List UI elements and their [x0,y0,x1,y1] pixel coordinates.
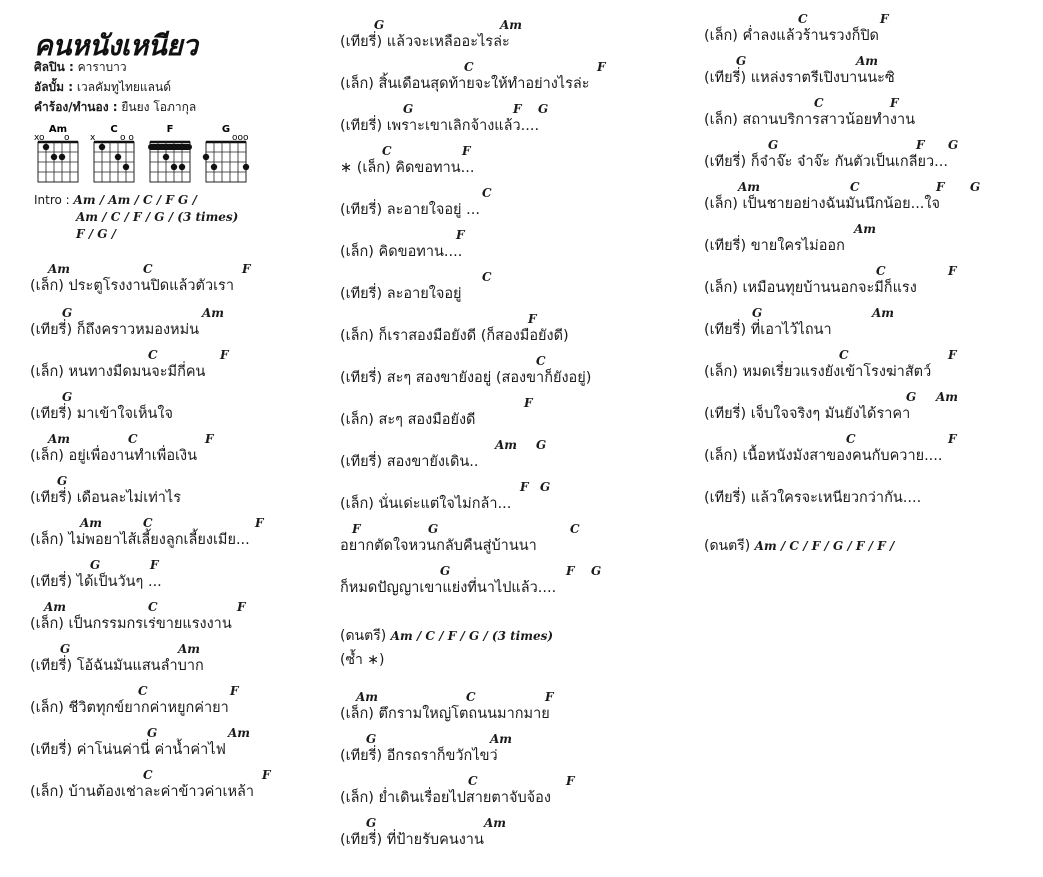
chord-label: C [143,768,153,782]
lyric-text: (เทียรี่) ได้เป็นวันๆ ... [30,574,162,590]
lyric-line [340,774,575,808]
chord-label: C [798,12,808,26]
outro-seq: Am / C / F / G / F / F / [754,539,895,553]
chord-label: C [536,354,546,368]
chord-label: G [90,558,101,572]
intro-line-1 [34,192,238,209]
chord-label: G [440,564,451,578]
chord-row [704,54,895,68]
chord-row [340,270,492,284]
lyric-line [30,306,225,340]
chord-label: C [850,180,860,194]
lyric-text: ∗ (เล็ก) คิดขอทาน... [340,160,475,176]
lyric-text: (เล็ก) คิดขอทาน.... [340,244,463,260]
chord-label: C [482,186,492,200]
chord-label: F [242,262,251,276]
lyric-text: (เทียรี่) มาเข้าใจเห็นใจ [30,406,174,422]
chord-row [340,732,513,746]
chord-label: G [147,726,158,740]
lyric-text: อยากตัดใจหวนกลับคืนสู่บ้านนา [340,538,537,554]
chord-label: Am [178,642,201,656]
chord-label: F [948,348,957,362]
chord-diagram-name: F [166,124,174,135]
intro-seq-1: Am / Am / C / F G / [73,193,197,207]
chord-label: Am [738,180,761,194]
chord-row [340,354,591,368]
chord-diagram-name: C [110,124,118,135]
lyric-line [704,306,895,340]
lyric-line [30,768,271,802]
lyric-text: (เล็ก) สะๆ สองมือยังดี [340,412,476,428]
lyric-line [30,600,246,634]
chord-row [340,60,606,74]
interlude-label: (ดนตรี) [340,628,387,644]
artist-name: คาราบาว [77,60,127,74]
chord-label: C [570,522,580,536]
lyric-line [340,816,507,850]
chord-label: Am [495,438,518,452]
chord-label: F [566,564,575,578]
chord-row [704,138,959,152]
chord-label: F [597,60,606,74]
chord-label: C [482,270,492,284]
lyric-line [340,690,554,724]
lyricist-name: ยืนยง โอภากุล [121,100,197,114]
chord-diagram-c [90,124,134,182]
lyric-line [340,144,474,178]
intro-seq-3: F / G / [76,227,117,241]
chord-row [30,600,246,614]
chord-label: G [906,390,917,404]
lyric-text: (เล็ก) สิ้นเดือนสุดท้ายจะให้ทำอย่างไรล่ะ [340,76,590,92]
lyric-text: (เล็ก) เป็นชายอย่างฉันมันนึกน้อย...ใจ [704,196,940,212]
chord-label: G [540,480,551,494]
chord-label: F [916,138,925,152]
chord-label: C [464,60,474,74]
chord-row [340,312,569,326]
intro-line-2 [34,209,238,226]
chord-label: G [374,18,385,32]
barre-bar [148,144,192,150]
chord-label: F [528,312,537,326]
chord-row [30,348,229,362]
chord-row [30,684,239,698]
chord-label: Am [490,732,513,746]
chord-row [30,390,173,404]
intro-seq-2: Am / C / F / G / (3 times) [76,210,239,224]
open-muted-marks: x [90,133,96,143]
chord-label: G [366,816,377,830]
finger-dot [123,164,129,170]
chord-label: F [520,480,529,494]
chord-label: F [880,12,889,26]
chord-label: C [468,774,478,788]
chord-row [340,144,474,158]
lyric-text: (เล็ก) สถานบริการสาวน้อยทำงาน [704,112,916,128]
chord-row [30,432,214,446]
chord-label: Am [44,600,67,614]
chord-label: C [148,348,158,362]
open-muted-marks: xo [34,133,45,143]
chord-label: G [736,54,747,68]
chord-label: F [262,768,271,782]
lyric-line [340,18,523,52]
lyric-text: (เทียรี่) แหล่งราตรีเปิงบานนะซิ [704,70,895,86]
lyric-text: (เล็ก) เหมือนทุยบ้านนอกจะมีก็แรง [704,280,917,296]
finger-dot [179,164,185,170]
chord-label: F [566,774,575,788]
chord-row [704,474,921,488]
chord-label: C [382,144,392,158]
chord-label: Am [854,222,877,236]
chord-diagram-svg [34,120,264,190]
intro-line-3 [34,226,238,243]
lyric-line [30,348,229,382]
lyric-line [340,270,492,304]
chord-label: G [538,102,549,116]
lyric-line [340,102,549,136]
chord-row [340,564,602,578]
artist-line [34,58,127,77]
lyric-line [30,390,173,424]
chord-diagram-name: Am [48,124,68,135]
chord-label: F [513,102,522,116]
lyric-line [340,438,547,472]
chord-row [704,180,981,194]
chord-row [704,222,877,236]
chord-label: C [876,264,886,278]
lyric-line [340,228,465,262]
chord-label: F [545,690,554,704]
lyric-text: (เทียรี่) ก็จ๋าจ๊ะ จ๋าจ๊ะ กันตัวเป็นเกลียว... [704,154,948,170]
chord-label: Am [356,690,379,704]
lyric-text: (เทียรี่) ละอายใจอยู่ [340,286,462,302]
album-label: อัลบั้ม : [34,80,74,94]
chord-label: Am [856,54,879,68]
chord-row [340,816,507,830]
lyric-text: (เล็ก) ก็เราสองมือยังดี (ก็สองมือยังดี) [340,328,569,344]
lyric-text: (เทียรี่) ค่าโน่นค่านี่ ค่าน้ำค่าไฟ [30,742,226,758]
lyric-line [340,354,591,388]
lyric-line [704,474,921,508]
lyricist-line [34,98,196,117]
finger-dot [171,164,177,170]
lyricist-label: คำร้อง/ทำนอง : [34,100,118,114]
chord-row [704,96,915,110]
chord-diagram-name: G [221,124,231,135]
chord-label: C [814,96,824,110]
chord-label: G [768,138,779,152]
chord-row [30,474,181,488]
chord-label: Am [48,262,71,276]
lyric-text: (เทียรี่) ที่เอาไว้ไถนา [704,322,832,338]
chord-label: G [752,306,763,320]
artist-label: ศิลปิน : [34,60,74,74]
chord-label: Am [48,432,71,446]
lyric-line [704,12,889,46]
chord-label: F [150,558,159,572]
repeat-marker: (ซ้ำ ∗) [340,652,385,668]
album-name: เวลคัมทูไทยแลนด์ [76,80,172,94]
finger-dot [211,164,217,170]
lyric-line [30,684,239,718]
chord-label: C [148,600,158,614]
lyric-text: (เทียรี่) ก็ถึงคราวหมองหม่น [30,322,200,338]
chord-label: Am [936,390,959,404]
chord-label: C [143,516,153,530]
chord-label: F [948,264,957,278]
chord-row [30,642,204,656]
lyric-text: (เล็ก) หนทางมืดมนจะมีกี่คน [30,364,206,380]
chord-row [340,186,492,200]
chord-row [340,102,549,116]
lyric-text: (เล็ก) อยู่เพื่องานทำเพื่อเงิน [30,448,197,464]
lyric-line [340,396,533,430]
chord-row [30,516,264,530]
open-string-marks: ooo [232,133,249,143]
chord-label: F [890,96,899,110]
chord-row [340,480,551,494]
lyric-text: (เทียรี่) เจ็บใจจริงๆ มันยังได้ราคา [704,406,911,422]
chord-row [704,432,957,446]
chord-label: G [60,642,71,656]
lyric-line [704,390,959,424]
chord-label: G [57,474,68,488]
lyric-line [340,60,606,94]
open-string-marks: o [64,133,70,143]
chord-label: F [352,522,361,536]
chord-label: G [62,390,73,404]
lyric-line [704,348,957,382]
chord-label: C [128,432,138,446]
chord-label: Am [872,306,895,320]
chord-row [30,768,271,782]
lyric-line [30,474,181,508]
lyric-line [704,180,981,214]
chord-row [30,306,225,320]
chord-label: Am [80,516,103,530]
chord-label: G [366,732,377,746]
song-title: คนหนังเหนียว [34,29,198,62]
lyric-line [30,726,251,760]
chord-label: F [462,144,471,158]
album-line [34,78,171,97]
lyric-text: (เล็ก) หมดเรี่ยวแรงยังเข้าโรงฆ่าสัตว์ [704,364,932,380]
chord-label: Am [484,816,507,830]
finger-dot [163,154,169,160]
chord-label: G [948,138,959,152]
lyric-line [30,432,214,466]
chord-label: F [936,180,945,194]
finger-dot [115,154,121,160]
lyric-text: (เทียรี่) ละอายใจอยู่ ... [340,202,480,218]
lyric-text: (เล็ก) นั่นเด่ะแต่ใจไม่กล้า... [340,496,512,512]
chord-row [30,262,251,276]
chord-label: Am [500,18,523,32]
finger-dot [99,144,105,150]
lyric-text: (เล็ก) เนื้อหนังมังสาของคนกับควาย.... [704,448,943,464]
chord-row [340,396,533,410]
lyric-text: ก็หมดปัญญาเขาแย่งที่นาไปแล้ว.... [340,580,557,596]
lyric-line [30,558,162,592]
lyric-line [340,522,580,556]
chord-label: F [205,432,214,446]
chord-row [340,690,554,704]
chord-label: C [138,684,148,698]
chord-row [340,522,580,536]
finger-dot [43,144,49,150]
lyric-line [704,432,957,466]
chord-row [340,438,547,452]
lyric-text: (เล็ก) ชีวิตทุกข์ยากค่าหยูกค่ายา [30,700,229,716]
chord-row [30,558,162,572]
chord-row [340,18,523,32]
lyric-line [704,96,915,130]
chord-label: F [220,348,229,362]
lyric-text: (เล็ก) ประตูโรงงานปิดแล้วตัวเรา [30,278,234,294]
finger-dot [59,154,65,160]
chord-label: C [143,262,153,276]
lyric-line [704,54,895,88]
chord-diagram-am [34,124,78,182]
lyric-text: (เล็ก) บ้านต้องเช่าละค่าข้าวค่าเหล้า [30,784,255,800]
chord-label: F [456,228,465,242]
lyric-line [704,222,877,256]
chord-label: G [536,438,547,452]
finger-dot [51,154,57,160]
chord-row [340,228,465,242]
chord-row [704,306,895,320]
lyric-line [340,186,492,220]
interlude-seq: Am / C / F / G / (3 times) [390,629,554,643]
lyric-text: (เทียรี่) เพราะเขาเลิกจ้างแล้ว.... [340,118,540,134]
chord-label: Am [228,726,251,740]
lyric-line [30,642,204,676]
chord-label: F [948,432,957,446]
chord-label: F [230,684,239,698]
lyric-text: (เทียรี่) อีกรถราก็ขวักไขว่ [340,748,498,764]
lyric-line [340,480,551,514]
finger-dot [243,164,249,170]
lyric-text: (เทียรี่) ขายใครไม่ออก [704,238,845,254]
chord-label: G [970,180,981,194]
intro-block [34,192,238,243]
lyric-text: (เทียรี่) ที่ป้ายรับคนงาน [340,832,484,848]
chord-diagram-g [203,124,249,182]
chord-label: C [839,348,849,362]
chord-label: G [428,522,439,536]
lyric-text: (เทียรี่) เดือนละไม่เท่าไร [30,490,181,506]
chord-label: G [591,564,602,578]
chord-row [30,726,251,740]
finger-dot [203,154,209,160]
lyric-line [30,516,264,550]
lyric-text: (เล็ก) ค่ำลงแล้วร้านรวงก็ปิด [704,28,879,44]
lyric-line [30,262,251,296]
chord-row [340,774,575,788]
lyric-text: (เทียรี่) โอ้ฉันมันแสนลำบาก [30,658,204,674]
chord-row [704,390,959,404]
outro-line [704,536,894,556]
chord-label: G [403,102,414,116]
chord-label: F [524,396,533,410]
chord-row [704,348,957,362]
intro-label: Intro : [34,193,70,207]
outro-label: (ดนตรี) [704,538,751,554]
lyric-text: (เทียรี่) สองขายังเดิน.. [340,454,479,470]
chord-row [704,12,889,26]
lyric-line [704,138,959,172]
lyric-text: (เทียรี่) แล้วใครจะเหนียวกว่ากัน.... [704,490,922,506]
lyric-text: (เล็ก) ตึกรามใหญ่โตถนนมากมาย [340,706,550,722]
chord-label: C [846,432,856,446]
lyric-line [340,732,513,766]
lyric-line [340,312,569,346]
chord-label: Am [202,306,225,320]
lyric-line [704,264,957,298]
chord-diagrams [34,120,264,190]
chord-label: C [466,690,476,704]
lyric-line [340,564,602,598]
lyric-text: (เล็ก) ไม่พอยาไส้เลี้ยงลูกเลี้ยงเมีย... [30,532,250,548]
interlude-line [340,626,553,646]
chord-diagram-f [148,124,192,182]
chord-label: F [237,600,246,614]
lyric-text: (เล็ก) ย่ำเดินเรื่อยไปสายตาจับจ้อง [340,790,551,806]
lyric-text: (เทียรี่) แล้วจะเหลืออะไรล่ะ [340,34,510,50]
lyric-text: (เทียรี่) สะๆ สองขายังอยู่ (สองขาก็ยังอยู่) [340,370,592,386]
open-string-marks: o o [120,133,134,143]
lyric-text: (เล็ก) เป็นกรรมกรเร่ขายแรงงาน [30,616,232,632]
chord-label: G [62,306,73,320]
chord-label: F [255,516,264,530]
chord-row [704,264,957,278]
